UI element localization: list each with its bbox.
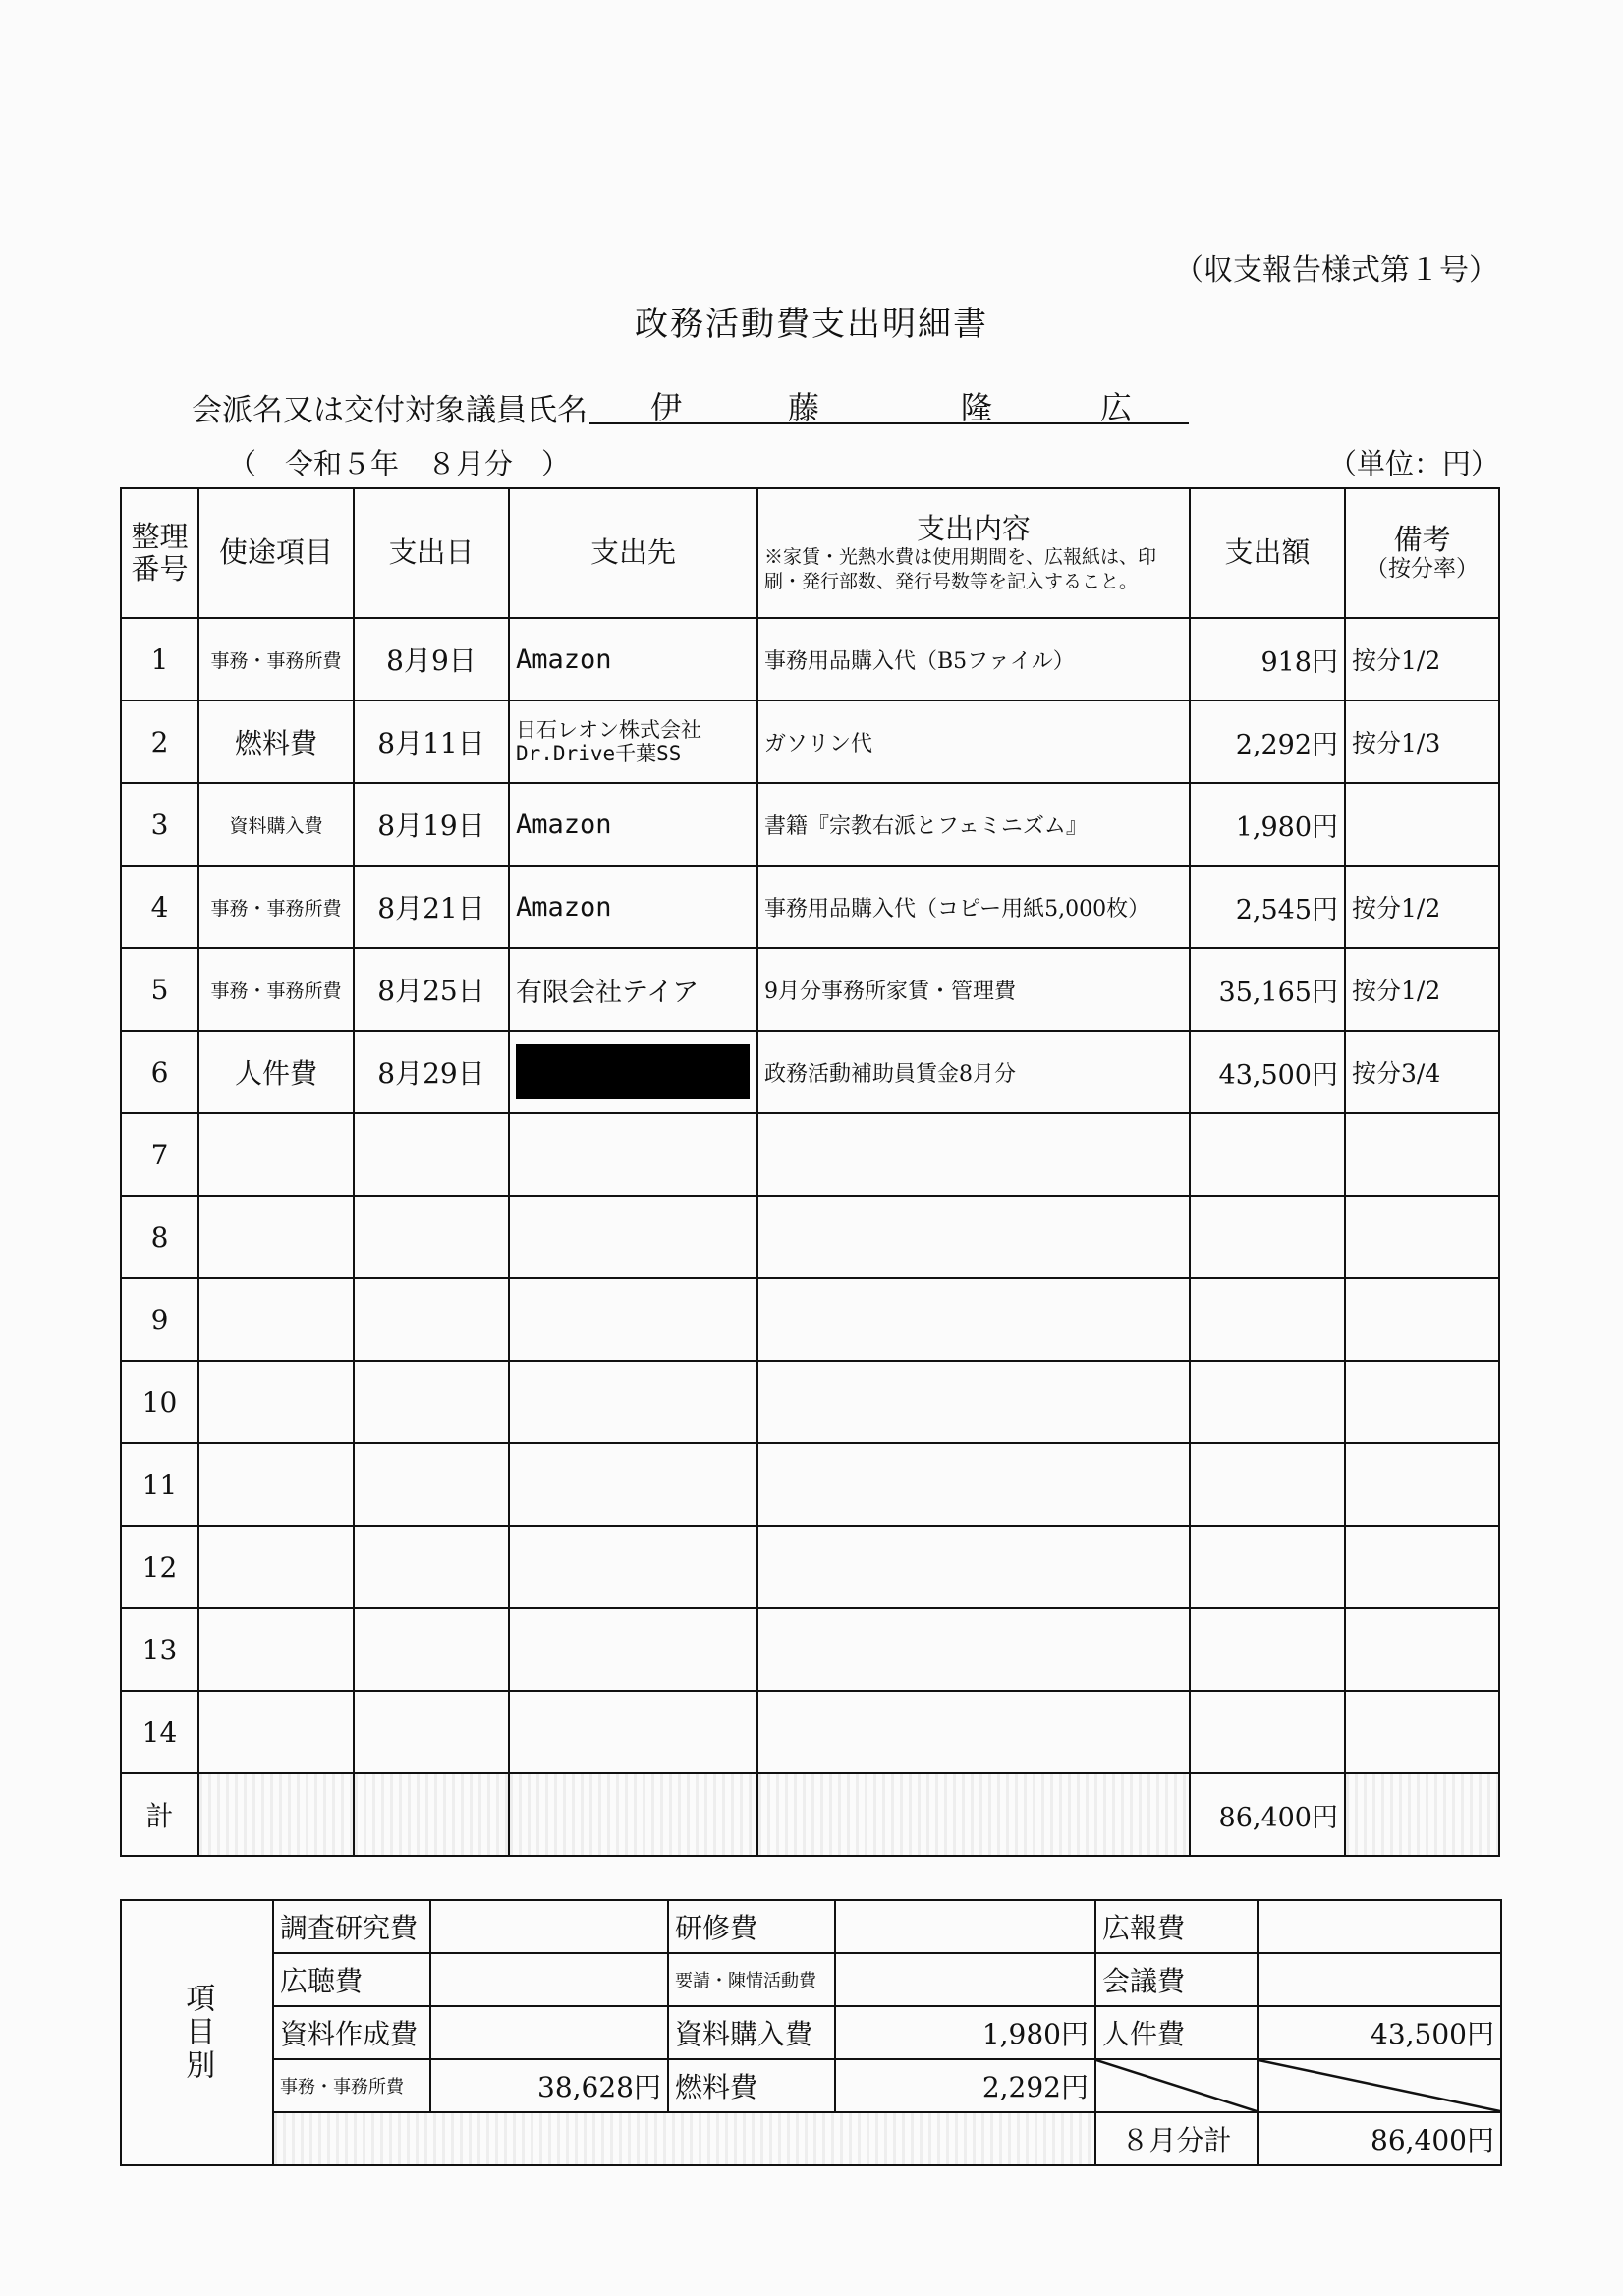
row-category <box>198 1361 354 1443</box>
form-number: （収支報告様式第１号） <box>1174 253 1498 288</box>
name-label: 会派名又は交付対象議員氏名 <box>192 393 588 428</box>
total-blank <box>757 1773 1190 1856</box>
row-content <box>757 1691 1190 1773</box>
name-char: 伊 <box>650 389 683 426</box>
row-content: ガソリン代 <box>757 700 1190 783</box>
summary-label: 広報費 <box>1095 1900 1258 1953</box>
row-remarks <box>1345 1113 1499 1196</box>
total-blank <box>354 1773 509 1856</box>
row-remarks <box>1345 783 1499 866</box>
summary-value: 38,628円 <box>430 2059 668 2112</box>
summary-row <box>121 1900 1501 1953</box>
row-content: 事務用品購入代（コピー用紙5,000枚） <box>757 866 1190 948</box>
summary-value: 1,980円 <box>835 2006 1095 2059</box>
row-payee <box>509 1526 757 1608</box>
row-amount <box>1190 1443 1345 1526</box>
row-number: 2 <box>121 700 198 783</box>
row-number: 10 <box>121 1361 198 1443</box>
expense-row <box>121 1361 1499 1443</box>
row-date: 8月19日 <box>354 783 509 866</box>
row-content <box>757 1113 1190 1196</box>
row-amount <box>1190 1526 1345 1608</box>
row-number: 13 <box>121 1608 198 1691</box>
row-date <box>354 1361 509 1443</box>
row-payee <box>509 1608 757 1691</box>
row-content <box>757 1361 1190 1443</box>
member-name <box>589 379 1189 424</box>
row-amount: 1,980円 <box>1190 783 1345 866</box>
row-category: 資料購入費 <box>198 783 354 866</box>
row-number: 3 <box>121 783 198 866</box>
summary-label: 会議費 <box>1095 1953 1258 2006</box>
expense-row <box>121 1113 1499 1196</box>
summary-label: 広聴費 <box>273 1953 430 2006</box>
expense-row <box>121 1526 1499 1608</box>
row-amount: 2,545円 <box>1190 866 1345 948</box>
row-category: 燃料費 <box>198 700 354 783</box>
row-remarks <box>1345 1526 1499 1608</box>
summary-value <box>835 1953 1095 2006</box>
summary-diagonal-cell <box>1095 2059 1258 2112</box>
summary-row <box>121 1953 1501 2006</box>
reporting-period: （ 令和５年 ８月分 ） <box>228 447 571 480</box>
row-date: 8月9日 <box>354 618 509 700</box>
row-payee <box>509 1196 757 1278</box>
summary-label: 調査研究費 <box>273 1900 430 1953</box>
expense-row <box>121 1608 1499 1691</box>
row-amount: 43,500円 <box>1190 1031 1345 1113</box>
row-amount <box>1190 1196 1345 1278</box>
summary-label: 燃料費 <box>668 2059 835 2112</box>
expense-row <box>121 700 1499 783</box>
row-category: 事務・事務所費 <box>198 948 354 1031</box>
expense-table <box>120 487 1500 1857</box>
summary-label: 要請・陳情活動費 <box>668 1953 835 2006</box>
summary-value <box>430 1953 668 2006</box>
header-row <box>121 488 1499 618</box>
header-content <box>757 488 1190 618</box>
row-content: 事務用品購入代（B5ファイル） <box>757 618 1190 700</box>
row-remarks <box>1345 1196 1499 1278</box>
header-remarks-title: 備考 <box>1393 523 1451 557</box>
total-blank <box>509 1773 757 1856</box>
row-category <box>198 1691 354 1773</box>
summary-label: 資料購入費 <box>668 2006 835 2059</box>
document-title: 政務活動費支出明細書 <box>635 305 988 344</box>
row-content: 政務活動補助員賃金8月分 <box>757 1031 1190 1113</box>
row-payee <box>509 1361 757 1443</box>
row-date: 8月21日 <box>354 866 509 948</box>
row-payee <box>509 1443 757 1526</box>
redaction-block <box>516 1044 750 1099</box>
row-date: 8月29日 <box>354 1031 509 1113</box>
summary-value: 2,292円 <box>835 2059 1095 2112</box>
row-content <box>757 1278 1190 1361</box>
row-date: 8月25日 <box>354 948 509 1031</box>
row-remarks <box>1345 1278 1499 1361</box>
row-payee <box>509 1031 757 1113</box>
row-category <box>198 1608 354 1691</box>
summary-value <box>1258 1900 1501 1953</box>
summary-value: 43,500円 <box>1258 2006 1501 2059</box>
summary-row <box>121 2006 1501 2059</box>
row-remarks: 按分3/4 <box>1345 1031 1499 1113</box>
row-date: 8月11日 <box>354 700 509 783</box>
expense-row <box>121 1196 1499 1278</box>
row-amount: 918円 <box>1190 618 1345 700</box>
row-remarks: 按分1/2 <box>1345 618 1499 700</box>
row-number: 4 <box>121 866 198 948</box>
row-content: 書籍『宗教右派とフェミニズム』 <box>757 783 1190 866</box>
row-remarks: 按分1/3 <box>1345 700 1499 783</box>
row-category <box>198 1113 354 1196</box>
summary-total-row <box>121 2112 1501 2165</box>
row-amount <box>1190 1608 1345 1691</box>
row-category: 人件費 <box>198 1031 354 1113</box>
month-total-value: 86,400円 <box>1258 2112 1501 2165</box>
expense-row <box>121 1278 1499 1361</box>
summary-label: 事務・事務所費 <box>273 2059 430 2112</box>
row-number: 11 <box>121 1443 198 1526</box>
row-payee: Amazon <box>509 866 757 948</box>
expense-row <box>121 1691 1499 1773</box>
summary-value <box>835 1900 1095 1953</box>
row-content <box>757 1443 1190 1526</box>
name-char: 隆 <box>961 389 993 426</box>
row-date <box>354 1526 509 1608</box>
row-number: 6 <box>121 1031 198 1113</box>
total-amount: 86,400円 <box>1190 1773 1345 1856</box>
row-category: 事務・事務所費 <box>198 618 354 700</box>
row-content: 9月分事務所家賃・管理費 <box>757 948 1190 1031</box>
row-number: 1 <box>121 618 198 700</box>
expense-row <box>121 783 1499 866</box>
expense-row <box>121 1443 1499 1526</box>
header-no: 整理番号 <box>121 488 198 618</box>
total-row <box>121 1773 1499 1856</box>
row-payee: 有限会社テイア <box>509 948 757 1031</box>
summary-label: 研修費 <box>668 1900 835 1953</box>
month-total-label: ８月分計 <box>1095 2112 1258 2165</box>
row-remarks: 按分1/2 <box>1345 866 1499 948</box>
row-amount <box>1190 1361 1345 1443</box>
row-remarks: 按分1/2 <box>1345 948 1499 1031</box>
row-amount: 2,292円 <box>1190 700 1345 783</box>
row-number: 14 <box>121 1691 198 1773</box>
unit-label: （単位：円） <box>1328 447 1500 480</box>
summary-value <box>430 1900 668 1953</box>
row-remarks <box>1345 1443 1499 1526</box>
summary-vertical-label <box>121 1900 273 2165</box>
header-remarks-sub: （按分率） <box>1366 556 1479 583</box>
row-date <box>354 1608 509 1691</box>
row-number: 9 <box>121 1278 198 1361</box>
header-category: 使途項目 <box>198 488 354 618</box>
summary-value <box>1258 1953 1501 2006</box>
header-content-title: 支出内容 <box>916 511 1031 545</box>
row-remarks <box>1345 1608 1499 1691</box>
header-date: 支出日 <box>354 488 509 618</box>
expense-row <box>121 866 1499 948</box>
summary-blank <box>273 2112 1095 2165</box>
row-number: 8 <box>121 1196 198 1278</box>
summary-diagonal-cell <box>1258 2059 1501 2112</box>
row-content <box>757 1608 1190 1691</box>
header-content-note: ※家賃・光熱水費は使用期間を、広報紙は、印刷・発行部数、発行号数等を記入すること。 <box>764 545 1157 592</box>
expense-row <box>121 1031 1499 1113</box>
summary-label-char: 項目別 <box>180 1983 215 2083</box>
header-remarks <box>1345 488 1499 618</box>
summary-table <box>120 1899 1502 2166</box>
row-number: 12 <box>121 1526 198 1608</box>
row-payee: Amazon <box>509 783 757 866</box>
summary-value <box>430 2006 668 2059</box>
row-date <box>354 1278 509 1361</box>
row-payee <box>509 1113 757 1196</box>
row-payee <box>509 1691 757 1773</box>
row-category <box>198 1526 354 1608</box>
row-amount <box>1190 1113 1345 1196</box>
row-date <box>354 1443 509 1526</box>
row-number: 5 <box>121 948 198 1031</box>
row-amount <box>1190 1691 1345 1773</box>
name-char: 広 <box>1100 389 1133 426</box>
name-char: 藤 <box>788 389 820 426</box>
header-amount: 支出額 <box>1190 488 1345 618</box>
row-category <box>198 1443 354 1526</box>
row-content <box>757 1196 1190 1278</box>
row-remarks <box>1345 1361 1499 1443</box>
header-payee: 支出先 <box>509 488 757 618</box>
row-amount <box>1190 1278 1345 1361</box>
total-label: 計 <box>121 1773 198 1856</box>
row-payee: 日石レオン株式会社 Dr.Drive千葉SS <box>509 700 757 783</box>
row-category <box>198 1196 354 1278</box>
row-number: 7 <box>121 1113 198 1196</box>
row-category <box>198 1278 354 1361</box>
total-blank <box>1345 1773 1499 1856</box>
total-blank <box>198 1773 354 1856</box>
row-date <box>354 1691 509 1773</box>
row-remarks <box>1345 1691 1499 1773</box>
row-amount: 35,165円 <box>1190 948 1345 1031</box>
row-date <box>354 1196 509 1278</box>
row-payee: Amazon <box>509 618 757 700</box>
expense-row <box>121 948 1499 1031</box>
row-category: 事務・事務所費 <box>198 866 354 948</box>
row-date <box>354 1113 509 1196</box>
summary-label: 資料作成費 <box>273 2006 430 2059</box>
row-content <box>757 1526 1190 1608</box>
expense-row <box>121 618 1499 700</box>
summary-row <box>121 2059 1501 2112</box>
summary-label: 人件費 <box>1095 2006 1258 2059</box>
row-payee <box>509 1278 757 1361</box>
